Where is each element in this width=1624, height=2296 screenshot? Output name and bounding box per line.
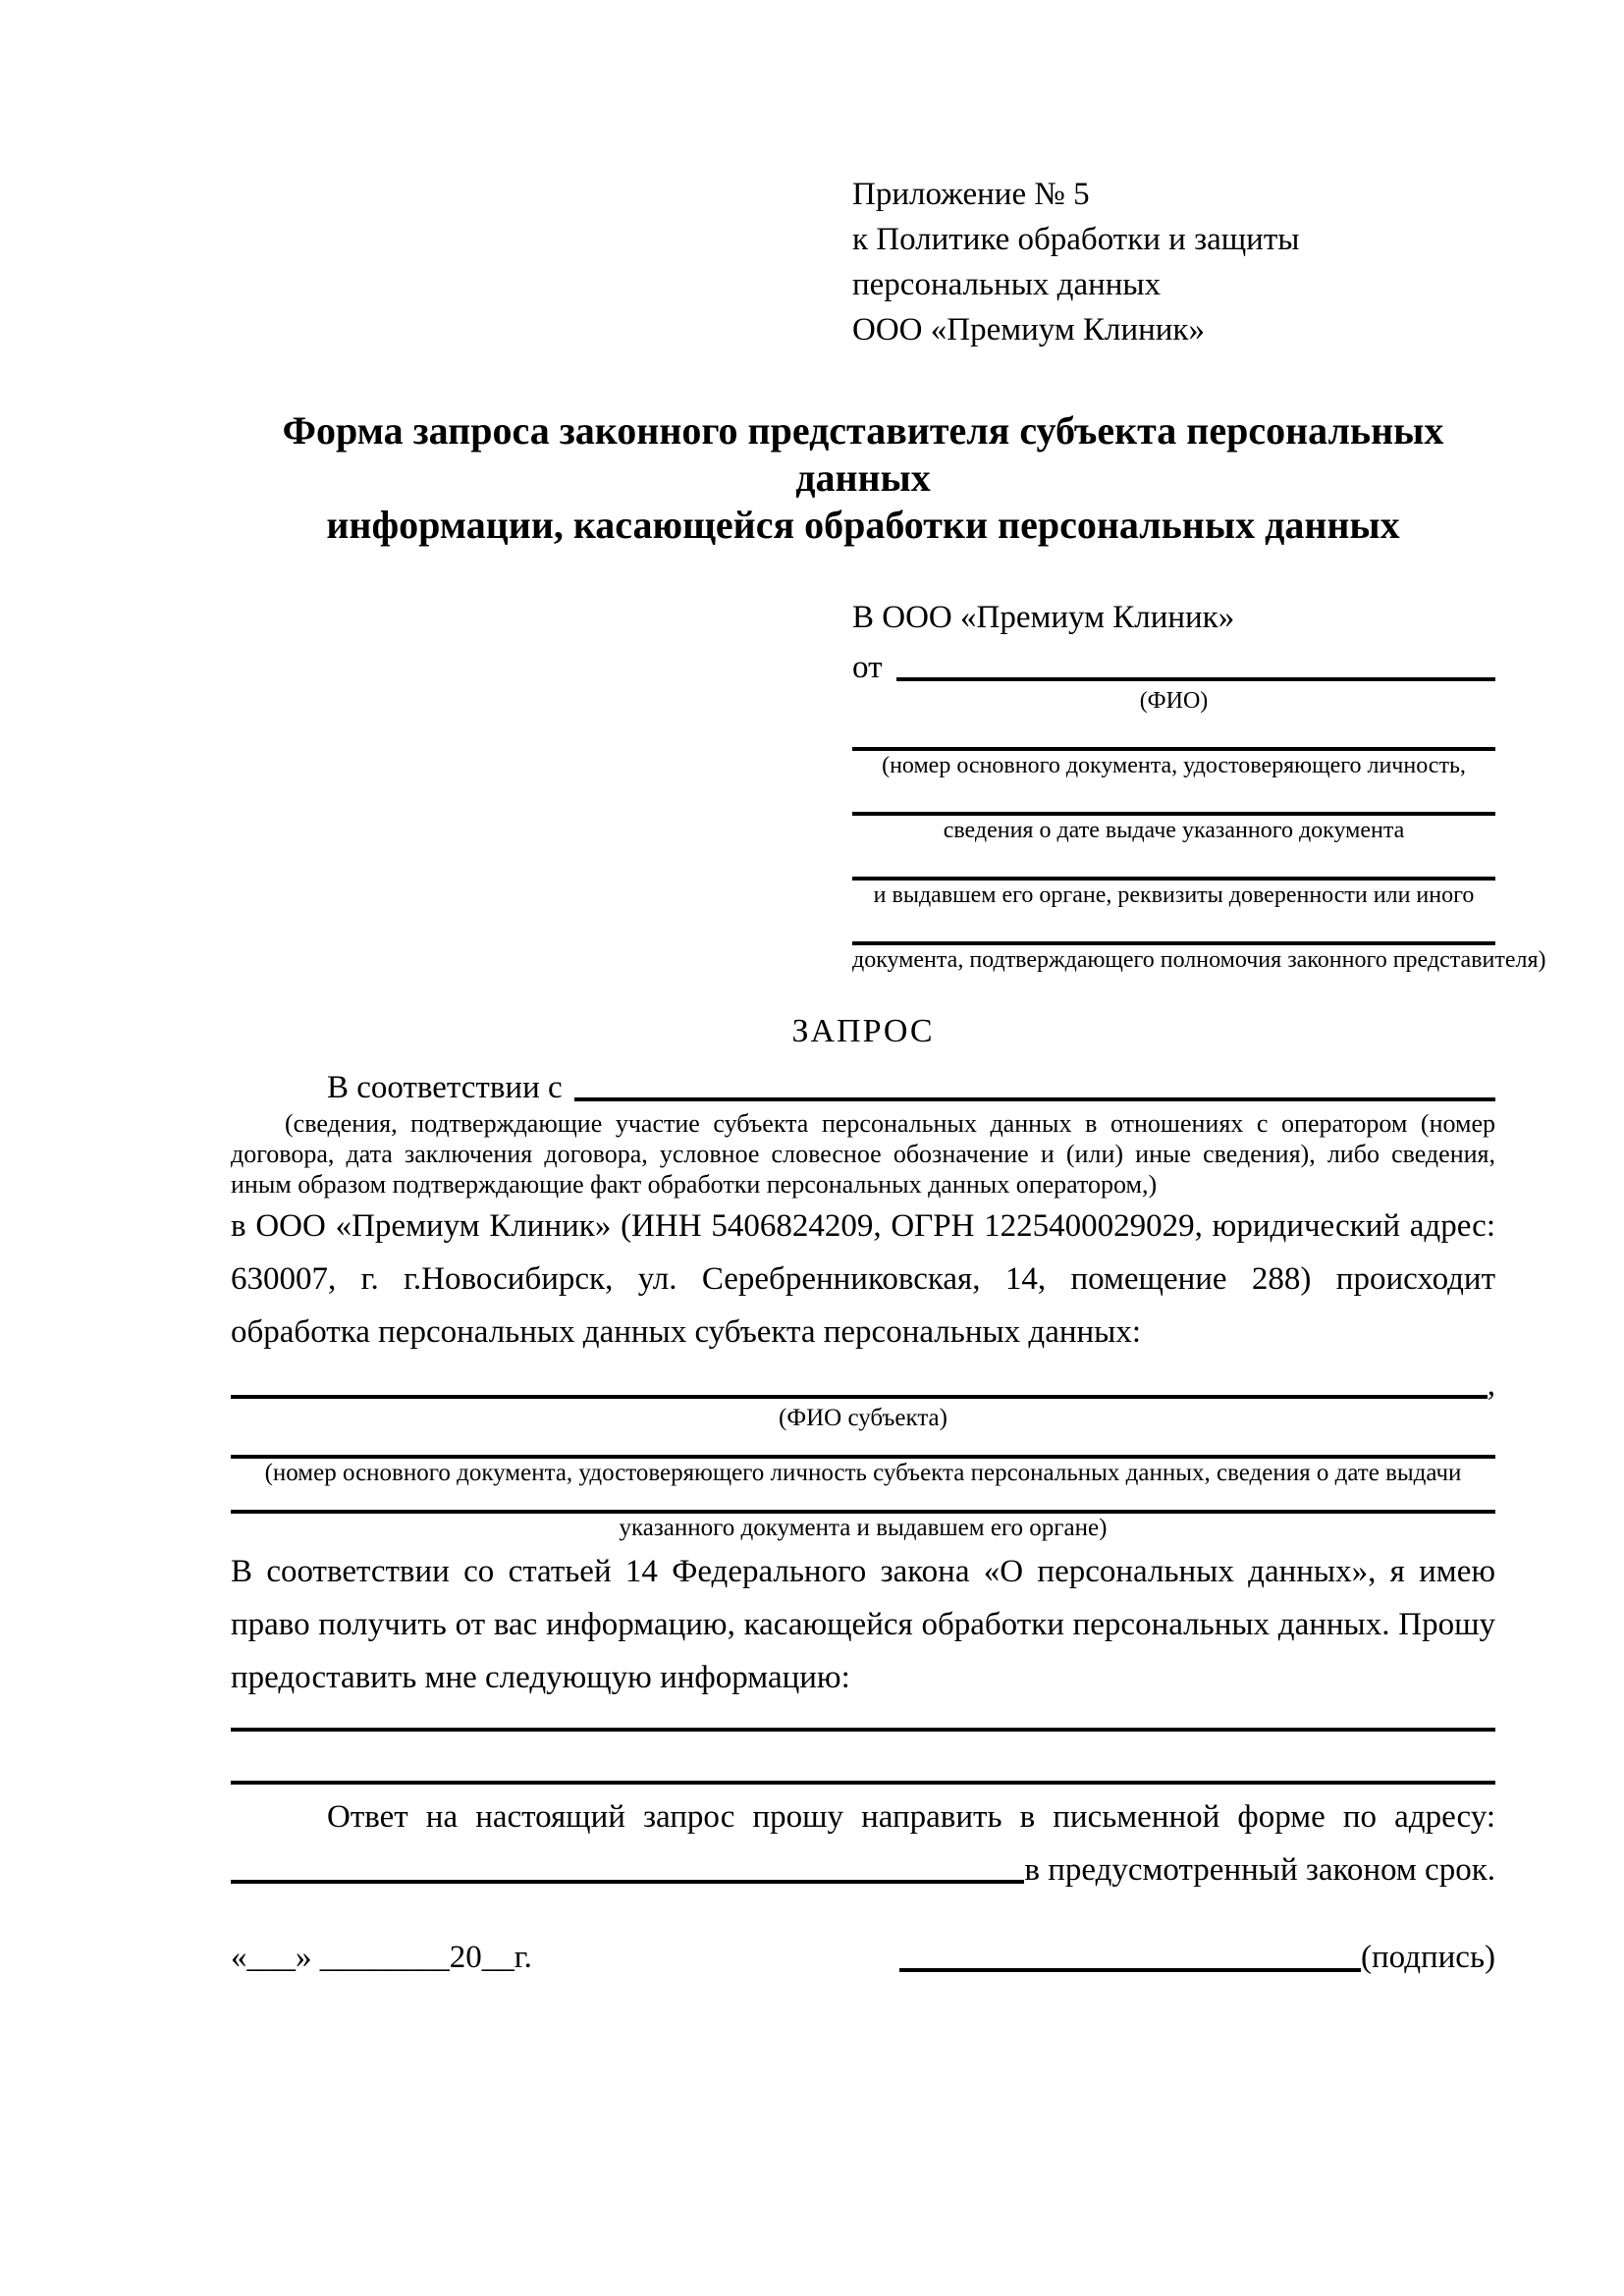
appendix-header-line-4: ООО «Премиум Клиник»	[852, 312, 1205, 347]
addressee-block	[852, 596, 1546, 975]
addressee-org: В ООО «Премиум Клиник»	[852, 600, 1235, 635]
rights-paragraph: В соответствии со статьей 14 Федерального закона «О персональных данных», я имею право получить от вас информацию, касающейся обработки персональных данных. Прошу предоставить мне следующую информацию:	[231, 1554, 1495, 1695]
representative-doc-caption-1: (номер основного документа, удостоверяющего личность,	[882, 753, 1466, 778]
operator-paragraph: в ООО «Премиум Клиник» (ИНН 5406824209, ОГРН 1225400029029, юридический адрес: 630007, г. г.Новосибирск, ул. Серебренниковская, 14, помещение 288) происходит обработка персональных данных субъекта персональных данных:	[231, 1208, 1495, 1350]
document-title-line-2: информации, касающейся обработки персональных данных	[326, 503, 1400, 547]
document-title-line-1: Форма запроса законного представителя субъекта персональных данных	[282, 408, 1444, 500]
basis-row	[231, 1061, 1495, 1106]
appendix-header-line-3: персональных данных	[852, 267, 1162, 302]
subject-doc-caption-2: указанного документа и выдавшем его органе)	[619, 1515, 1108, 1541]
answer-address-blank-line	[231, 1843, 1024, 1884]
fio-caption: (ФИО)	[1139, 688, 1209, 714]
signature-blank-line	[899, 1968, 1361, 1972]
answer-lead: Ответ на настоящий запрос прошу направить в письменной форме по адресу:	[327, 1799, 1495, 1835]
appendix-header-line-2: к Политике обработки и защиты	[852, 222, 1300, 257]
requested-info-blank-line-1	[231, 1728, 1495, 1732]
subject-fio-row	[231, 1359, 1495, 1404]
representative-fio-blank-line	[896, 641, 1496, 681]
signature-area	[899, 1936, 1495, 1979]
signature-caption: (подпись)	[1361, 1940, 1495, 1975]
representative-doc-caption-4: документа, подтверждающего полномочия законного представителя)	[852, 947, 1546, 973]
answer-tail: в предусмотренный законом срок.	[1024, 1852, 1495, 1888]
representative-doc-caption-3: и выдавшем его органе, реквизиты доверенности или иного	[873, 882, 1475, 908]
subject-fio-comma: ,	[1487, 1367, 1495, 1403]
document-title	[231, 407, 1495, 549]
representative-doc-caption-2: сведения о дате выдаче указанного документа	[943, 818, 1405, 843]
signature-row	[231, 1936, 1495, 1979]
subject-doc-caption-1: (номер основного документа, удостоверяющего личность субъекта персональных данных, сведения о дате выдачи	[264, 1460, 1462, 1486]
subject-fio-blank-line	[231, 1359, 1488, 1399]
appendix-header	[852, 172, 1495, 352]
appendix-header-line-1: Приложение № 5	[852, 177, 1090, 212]
basis-label: В соответствии с	[327, 1070, 563, 1105]
request-heading: ЗАПРОС	[791, 1013, 935, 1049]
from-label: от	[852, 650, 883, 685]
basis-caption: (сведения, подтверждающие участие субъекта персональных данных в отношениях с оператором (номер договора, дата заключения договора, условное словесное обозначение и (или) иные сведения), либо сведения, иным образом подтверждающие факт обработки персональных данных оператором,)	[231, 1109, 1495, 1199]
answer-address-row	[231, 1843, 1495, 1889]
from-row	[852, 641, 1495, 686]
subject-fio-caption: (ФИО субъекта)	[779, 1405, 947, 1431]
basis-blank-line	[574, 1061, 1495, 1101]
date-line: «___» ________20__г.	[231, 1940, 532, 1975]
requested-info-blank-line-2	[231, 1781, 1495, 1785]
